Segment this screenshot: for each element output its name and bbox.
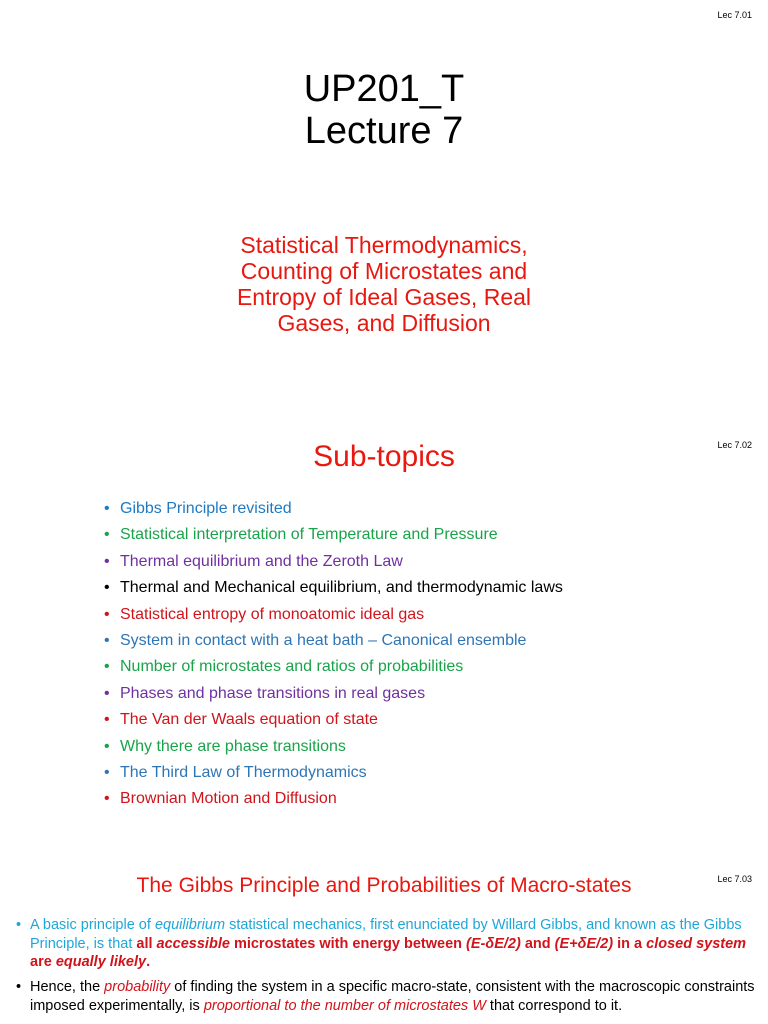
list-item-text: Thermal and Mechanical equilibrium, and thermodynamic laws [120,579,563,597]
text-run: Hence, the [30,979,105,995]
list-item-text: System in contact with a heat bath – Canonical ensemble [120,632,527,650]
list-item [104,628,563,654]
text-run: equally likely [55,954,147,970]
list-item-text: Number of microstates and ratios of probabilities [120,658,464,676]
course-code: UP201_T [303,68,465,110]
bullet-icon: • [104,579,110,597]
subtitle-line: Entropy of Ideal Gases, Real [236,284,532,310]
list-item [104,734,563,760]
list-item-text: The Third Law of Thermodynamics [120,764,367,782]
list-item-text: Statistical entropy of monoatomic ideal gas [120,605,425,623]
list-item-text: The Van der Waals equation of state [120,711,378,729]
text-run: of finding the system in a specific macro-state, consistent with the macroscopic constraints imposed experimentally, is [30,979,755,1014]
bullet-icon: • [104,526,110,544]
bullet-icon: • [104,790,110,808]
list-item [104,575,563,601]
lecture-subtitle [0,232,768,336]
list-item [104,522,563,548]
text-run: that correspond to it. [485,997,623,1014]
paragraph-gibbs-principle [16,916,756,972]
bullet-icon: • [104,684,110,702]
list-item [104,681,563,707]
paragraph-probability [16,978,756,1015]
list-item-text: Statistical interpretation of Temperature and Pressure [120,526,498,544]
bullet-icon: • [104,711,110,729]
text-run: microstates with energy between [229,935,467,952]
list-item-text: Phases and phase transitions in real gases [120,684,426,702]
subtitle-line: Gases, and Diffusion [277,310,491,336]
list-item [104,654,563,680]
list-item [104,707,563,733]
slide-number: Lec 7.03 [717,874,752,884]
text-run: closed system [646,935,747,952]
bullet-icon: • [104,552,110,570]
slide-number: Lec 7.01 [717,10,752,20]
slide-heading: Sub-topics [313,440,455,473]
text-run: . [146,954,151,970]
text-run: equilibrium [154,917,226,933]
subtitle-line: Counting of Microstates and [240,258,528,284]
bullet-icon: • [104,632,110,650]
list-item [104,602,563,628]
list-item [104,496,563,522]
slide-subtopics [0,420,768,840]
text-run: probability [104,979,171,995]
slide-number: Lec 7.02 [717,440,752,450]
list-item [104,760,563,786]
subtitle-line: Statistical Thermodynamics, [240,232,528,258]
list-item-text: Why there are phase transitions [120,737,346,755]
text-run: statistical mechanics, first enunciated by Willard Gibbs, and known as the Gibbs Principle, is that [30,917,742,952]
slide-title [0,0,768,420]
bullet-icon: • [104,500,110,517]
text-run: and [520,935,555,952]
list-item-text: Brownian Motion and Diffusion [120,790,337,808]
bullet-icon: • [16,979,22,995]
text-run: all [136,935,157,952]
text-run: (E+δE/2) [554,935,614,952]
bullet-icon: • [104,605,110,623]
lecture-number: Lecture 7 [304,110,464,152]
bullet-icon: • [104,764,110,782]
list-item [104,549,563,575]
text-run: A basic principle of [30,917,155,933]
text-run: (E-δE/2) [466,935,521,952]
text-run: are [30,954,56,970]
slide-heading: The Gibbs Principle and Probabilities of Macro-states [136,874,632,897]
bullet-icon: • [16,917,22,933]
text-run: proportional to the number of microstates W [203,997,486,1014]
text-run: accessible [156,935,230,952]
bullet-icon: • [104,737,110,755]
text-run: in a [613,935,647,952]
slide-gibbs-principle [0,840,768,1024]
subtopics-list [104,496,563,813]
list-item [104,786,563,812]
bullet-icon: • [104,658,110,676]
list-item-text: Gibbs Principle revisited [120,500,292,517]
list-item-text: Thermal equilibrium and the Zeroth Law [120,552,403,570]
lecture-title [0,68,768,152]
